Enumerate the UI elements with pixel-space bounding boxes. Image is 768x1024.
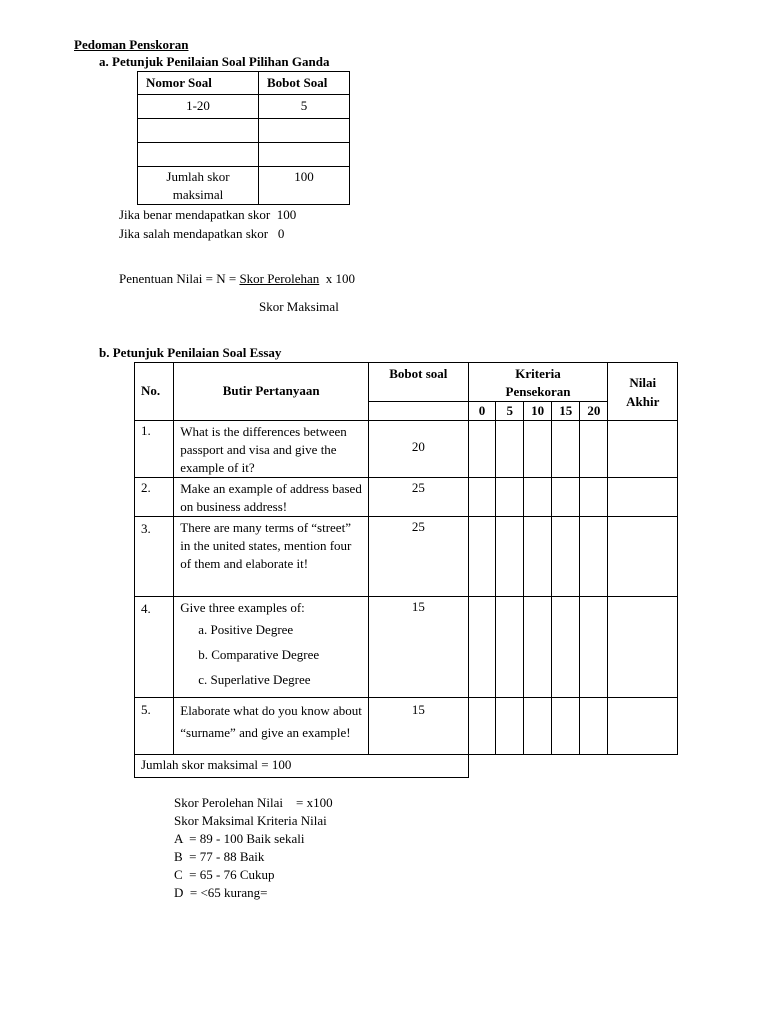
score-cell [496,698,524,755]
row-weight: 25 [369,517,469,597]
cell-nomor [138,119,259,143]
score-cell [580,597,608,698]
score-cell [524,517,552,597]
row-number: 2. [135,478,174,517]
grade-d: D = <65 kurang= [174,885,268,900]
score-cell [580,478,608,517]
table-total-row [135,755,678,778]
page-heading: Pedoman Penskoran [74,37,189,52]
final-cell [608,478,678,517]
score-cell [552,597,580,698]
row-weight: 20 [369,421,469,478]
table-row [138,119,350,143]
row-weight: 25 [369,478,469,517]
row-question: Make an example of address based on business address! [174,478,369,517]
table-header-row [135,363,678,402]
grade-a: A = 89 - 100 Baik sekali [174,831,305,846]
total-label: Jumlah skor maksimal [138,167,259,205]
header-score-10: 10 [524,402,552,421]
formula-denominator: Skor Maksimal [259,299,339,314]
score-cell [468,597,496,698]
header-score-5: 5 [496,402,524,421]
table-row [135,597,678,698]
row-number: 3. [135,517,174,597]
header-final-score: Nilai Akhir [608,363,678,421]
essay-score-table [134,362,678,778]
score-cell [468,698,496,755]
row-weight: 15 [369,698,469,755]
score-cell [552,517,580,597]
row-question: What is the differences between passport and visa and give the example of it? [174,421,369,478]
grading-line-1: Skor Perolehan Nilai = x100 [174,795,333,810]
row-weight: 15 [369,597,469,698]
header-nomor-soal: Nomor Soal [138,72,259,95]
final-cell [608,517,678,597]
header-criteria: Kriteria Pensekoran [468,363,608,402]
header-no: No. [135,363,174,421]
table-row [135,517,678,597]
sub-item: c. Superlative Degree [198,672,311,687]
table-total-row [138,167,350,205]
header-bobot-soal: Bobot Soal [259,72,350,95]
score-cell [552,421,580,478]
header-weight-blank [369,402,469,421]
formula-suffix: x 100 [319,271,355,286]
row-question [174,597,369,698]
row-number: 4. [135,597,174,698]
sub-item: b. Comparative Degree [198,647,320,662]
section-b-title: b. Petunjuk Penilaian Soal Essay [99,345,282,360]
score-cell [496,478,524,517]
cell-bobot [259,143,350,167]
grade-c: C = 65 - 76 Cukup [174,867,275,882]
score-cell [580,421,608,478]
table-header-row [138,72,350,95]
score-cell [468,517,496,597]
formula-prefix: Penentuan Nilai = N = [119,271,240,286]
score-cell [552,698,580,755]
section-a-title: a. Petunjuk Penilaian Soal Pilihan Ganda [99,54,330,69]
table-row [135,698,678,755]
score-cell [524,597,552,698]
empty-cell [468,755,677,778]
cell-nomor: 1-20 [138,95,259,119]
score-cell [524,421,552,478]
cell-nomor [138,143,259,167]
header-score-20: 20 [580,402,608,421]
score-formula [119,271,355,287]
score-cell [496,597,524,698]
final-cell [608,597,678,698]
grade-b: B = 77 - 88 Baik [174,849,265,864]
correct-answer-rule: Jika benar mendapatkan skor 100 [119,207,297,222]
table-row [138,95,350,119]
table-row [135,478,678,517]
score-cell [496,421,524,478]
table-row [135,421,678,478]
final-cell [608,421,678,478]
score-cell [468,478,496,517]
score-cell [580,517,608,597]
header-question: Butir Pertanyaan [174,363,369,421]
formula-numerator: Skor Perolehan [239,271,320,286]
total-value: 100 [259,167,350,205]
table-row [138,143,350,167]
score-cell [524,478,552,517]
score-cell [552,478,580,517]
row-question: There are many terms of “street” in the united states, mention four of them and elaborate it! [174,517,369,597]
score-cell [580,698,608,755]
header-score-0: 0 [468,402,496,421]
sub-item: a. Positive Degree [198,622,294,637]
score-cell [524,698,552,755]
header-score-15: 15 [552,402,580,421]
row-question: Elaborate what do you know about “surname” and give an example! [174,698,369,755]
essay-total: Jumlah skor maksimal = 100 [135,755,469,778]
cell-bobot [259,119,350,143]
final-cell [608,698,678,755]
row-number: 5. [135,698,174,755]
multiple-choice-score-table [137,71,350,205]
grading-line-2: Skor Maksimal Kriteria Nilai [174,813,327,828]
row-question-text: Give three examples of: [180,600,305,615]
cell-bobot: 5 [259,95,350,119]
header-weight: Bobot soal [369,363,469,402]
score-cell [468,421,496,478]
score-cell [496,517,524,597]
wrong-answer-rule: Jika salah mendapatkan skor 0 [119,226,285,241]
row-number: 1. [135,421,174,478]
